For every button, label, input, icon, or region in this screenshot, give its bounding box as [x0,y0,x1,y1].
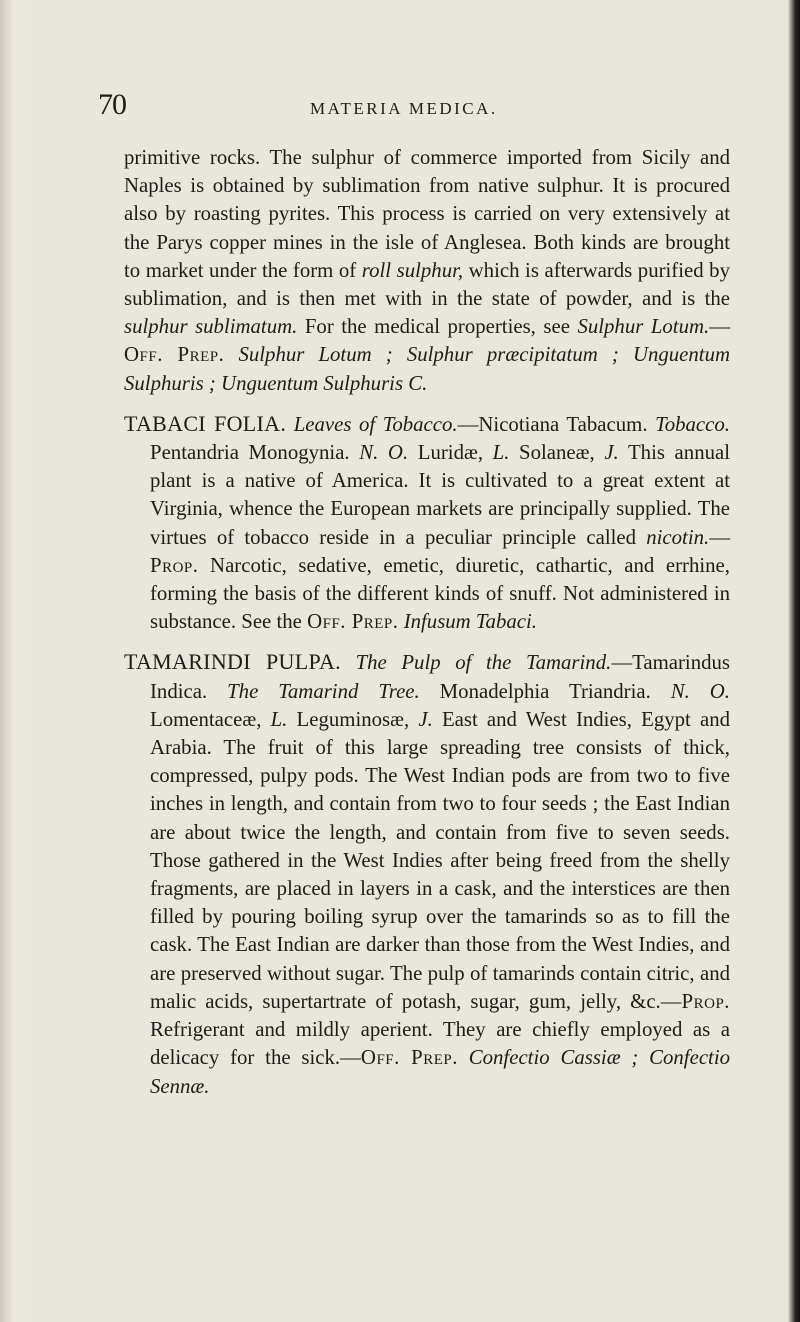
text-run: East and West Indies, Egypt and Arabia. The fruit of this large spreading tree consists of thick, compressed, pulpy pods. The West Indian pods are from two to five inches in length, and contain from two to four seeds ; the East Indian are about twice the length, and contain from five to seven seeds. Those gathered in the West Indies after being freed from the shelly fragments, are placed in layers in a cask, and the interstices are then filled by pouring boiling syrup over the tamarinds so as to fill the cask. The East Indian are darker than those from the West Indies, and are preserved without sugar. The pulp of tamarinds contain citric, and malic acids, supertartrate of potash, sugar, gum, jelly, &c.— [150,707,730,1013]
italic-term: nicotin. [646,525,710,549]
text-run: Lomentaceæ, [150,707,271,731]
running-head: MATERIA MEDICA. [310,99,498,118]
text-run [341,651,356,674]
small-caps-label: Prop. [150,553,199,577]
text-run [458,1046,469,1069]
small-caps-label: Off. Prep. [307,610,399,634]
italic-term: Confectio Cassiæ ; Confectio Sennæ. [150,1046,730,1098]
text-run: Monadelphia Triandria. [419,679,671,703]
italic-term: Tobacco. [655,412,730,436]
text-run: — [709,315,730,339]
text-run: primitive rocks. The sulphur of commerce imported from Sicily and Naples is obtained by sublimation from native sulphur. It is procured also by roasting pyrites. This process is carried on very extensively at the Parys copper mines in the isle of Anglesea. Both kinds are brought to market under the form of [124,146,730,282]
text-run: Luridæ, [408,441,493,465]
italic-term: The Pulp of the Tamarind. [355,651,612,675]
text-run: Solaneæ, [509,441,605,465]
italic-term: The Tamarind Tree. [227,679,420,703]
text-run: For the medical properties, see [297,315,578,339]
italic-term: roll sulphur, [361,258,464,282]
page-number: 70 [98,88,126,121]
italic-term: L. [492,441,510,465]
text-run: Pentandria Monogynia. [150,441,360,465]
paragraph-sulphur-continued [124,144,730,398]
italic-term: J. [418,707,433,731]
entry-tabaci-folia [124,410,730,637]
text-run: —Nicotiana Tabacum. [457,412,656,436]
page-gutter-shadow [0,0,34,1322]
page-edge-shadow [788,0,800,1322]
italic-term: sulphur sublimatum. [124,315,298,339]
text-run: Refrigerant and mildly aperient. They are chiefly employed as a delicacy for the sick.— [150,1018,730,1070]
entry-heading: TABACI FOLIA. [124,410,287,436]
italic-term: N. O. [359,441,409,465]
italic-term: N. O. [670,679,730,703]
italic-term: Sulphur Lotum. [577,315,710,339]
entry-tamarindi-pulpa [124,648,730,1100]
page-header [98,88,698,124]
italic-term: Infusum Tabaci. [403,610,537,634]
small-caps-label: Prop. [681,989,730,1013]
text-run: Narcotic, sedative, emetic, diuretic, cathartic, and errhine, forming the basis of the different kinds of snuff. Not administered in substance. See the [150,553,730,634]
small-caps-label: Off. Prep. [360,1046,458,1070]
entry-heading: TAMARINDI PULPA. [124,649,341,675]
text-run: Leguminosæ, [287,707,419,731]
italic-term: Sulphur Lotum ; Sulphur præcipitatum ; Unguentum Sulphuris ; Unguentum Sulphuris C. [124,343,730,395]
text-run [224,343,238,366]
text-run: This annual plant is a native of America. It is cultivated to a great extent at Virginia, whence the European markets are principally supplied. The virtues of tobacco reside in a peculiar principle called [150,441,730,549]
italic-term: L. [270,707,288,731]
small-caps-label: Off. Prep. [124,343,225,367]
text-run: which is afterwards purified by sublimation, and is then met with in the state of powder, and is the [124,258,730,311]
italic-term: J. [604,441,619,465]
text-run: —Tamarindus Indica. [150,651,730,703]
text-run [286,413,294,436]
text-run: — [709,525,730,549]
page-body [124,144,730,1113]
italic-term: Leaves of Tobacco. [293,412,458,436]
